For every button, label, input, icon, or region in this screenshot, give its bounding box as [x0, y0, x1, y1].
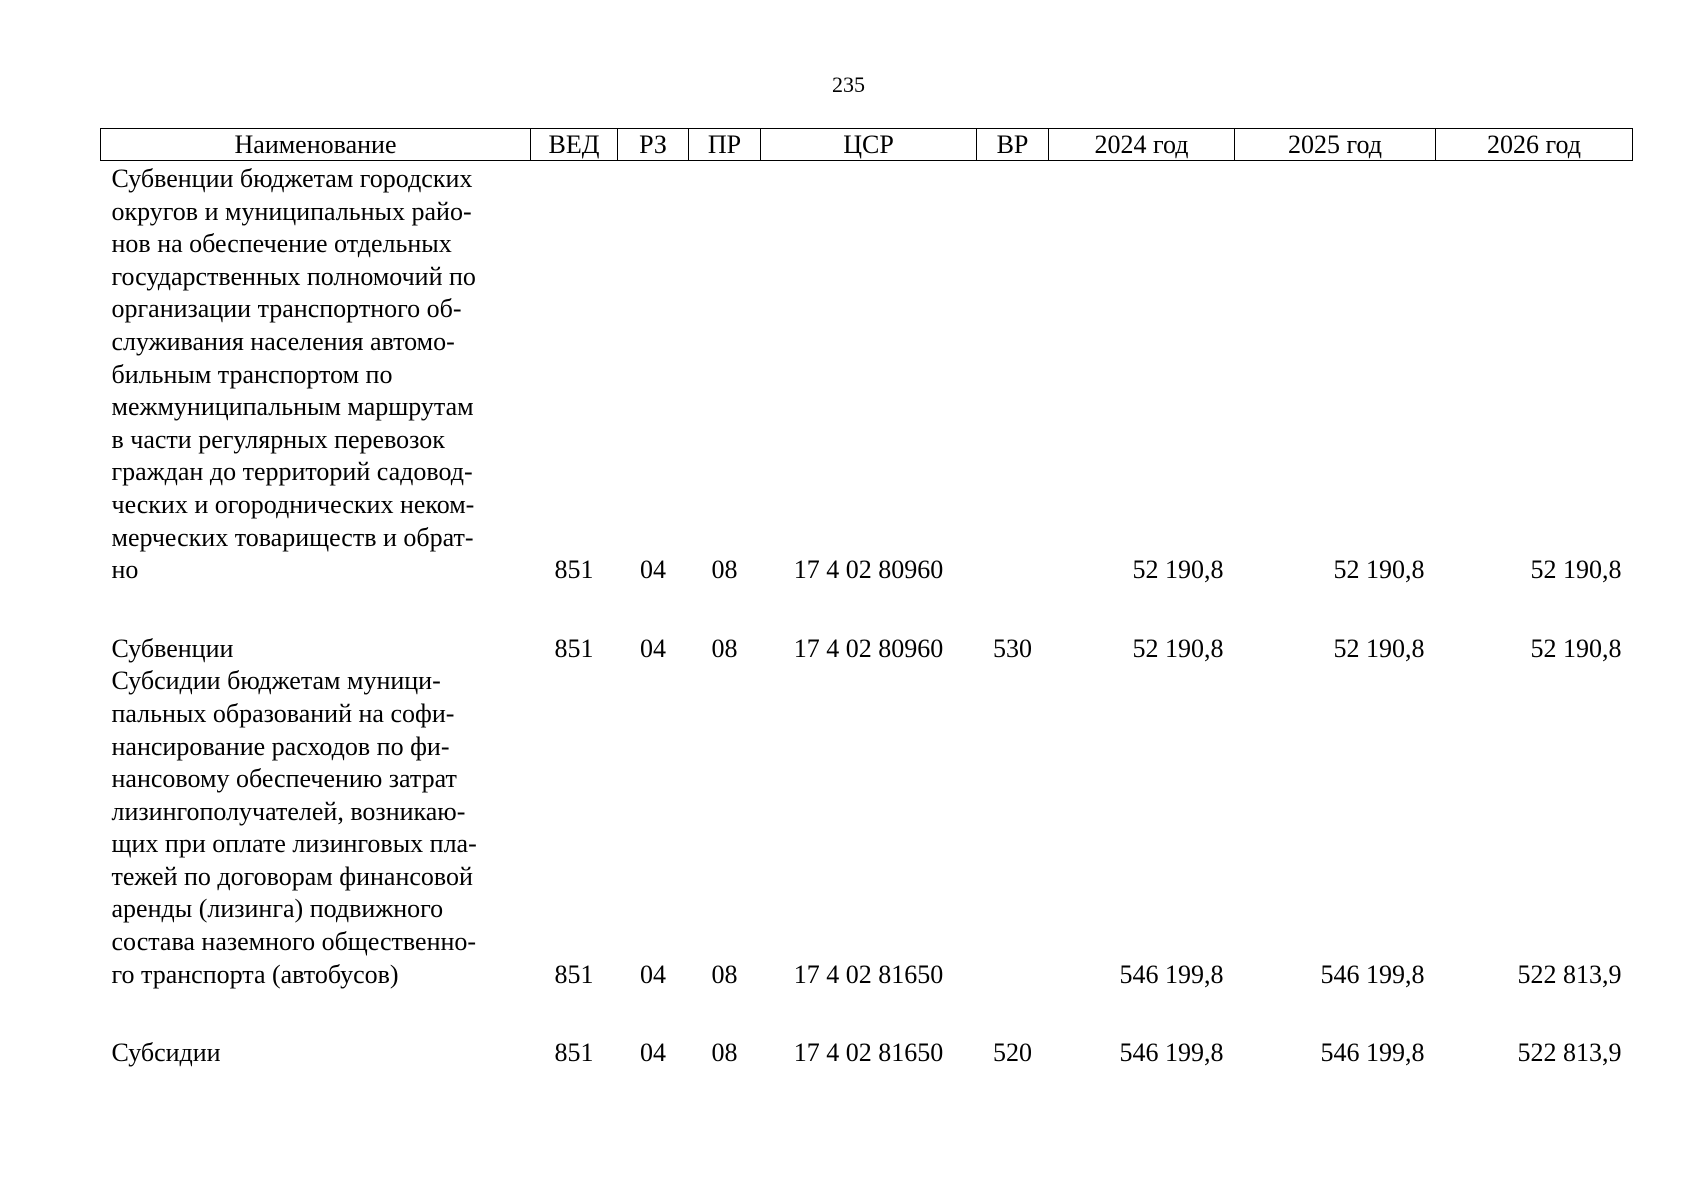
row-name-line: лизингополучателей, возникаю- [111, 796, 466, 826]
row-vr [977, 161, 1049, 587]
table-row [101, 665, 1633, 991]
row-name-line: тежей по договорам финансовой [111, 861, 473, 891]
row-2024: 546 199,8 [1119, 959, 1224, 989]
page-number: 235 [832, 72, 865, 97]
row-vr [977, 665, 1049, 991]
table-row [101, 633, 1633, 666]
row-name-line: межмуниципальным маршрутам [111, 392, 474, 422]
row-name-line: в части регулярных перевозок [111, 424, 445, 454]
row-name-line: бильным транспортом по [111, 359, 393, 389]
row-ved: 851 [554, 1038, 594, 1068]
header-vr: ВР [977, 129, 1049, 161]
header-pr: ПР [689, 129, 761, 161]
row-rz: 04 [640, 1038, 666, 1068]
budget-table [100, 128, 1633, 1070]
row-2026: 52 190,8 [1530, 555, 1622, 585]
row-2024: 52 190,8 [1132, 633, 1224, 663]
header-ved: ВЕД [531, 129, 618, 161]
row-name-line: Субсидии [111, 1038, 221, 1068]
row-rz: 04 [640, 959, 666, 989]
row-name [101, 1037, 531, 1070]
row-vr: 530 [993, 633, 1032, 663]
row-2025: 546 199,8 [1320, 959, 1425, 989]
header-2026: 2026 год [1436, 129, 1633, 161]
row-name-line: нов на обеспечение отдельных [111, 229, 452, 259]
row-name-line: государственных полномочий по [111, 261, 476, 291]
row-2026: 52 190,8 [1530, 633, 1622, 663]
row-rz: 04 [640, 555, 666, 585]
row-csr: 17 4 02 81650 [793, 1038, 944, 1068]
row-name-line: состава наземного общественно- [111, 927, 477, 957]
header-2025: 2025 год [1235, 129, 1436, 161]
table-header-row [101, 129, 1633, 161]
row-spacer [101, 991, 1633, 1037]
row-name-line: Субвенции [111, 633, 234, 663]
row-2024: 546 199,8 [1119, 1038, 1224, 1068]
row-name-line: пальных образований на софи- [111, 698, 455, 728]
row-name [101, 665, 531, 991]
row-name-line: Субвенции бюджетам городских [111, 164, 473, 193]
row-pr: 08 [711, 959, 738, 989]
row-2025: 52 190,8 [1333, 555, 1425, 585]
row-csr: 17 4 02 80960 [793, 633, 944, 663]
row-2026: 522 813,9 [1517, 959, 1622, 989]
row-2025: 52 190,8 [1333, 633, 1425, 663]
row-name-line: нансовому обеспечению затрат [111, 764, 457, 794]
row-name-line: щих при оплате лизинговых пла- [111, 829, 477, 859]
row-name-line: Субсидии бюджетам муници- [111, 666, 441, 696]
row-ved: 851 [554, 959, 594, 989]
row-name-line: но [111, 555, 139, 585]
row-name-line: округов и муниципальных райо- [111, 196, 472, 226]
row-csr: 17 4 02 80960 [793, 555, 944, 585]
row-name [101, 161, 531, 587]
row-ved: 851 [554, 555, 594, 585]
row-2026: 522 813,9 [1517, 1038, 1622, 1068]
table-row [101, 161, 1633, 587]
row-name-line: служивания населения автомо- [111, 326, 455, 356]
row-pr: 08 [711, 633, 738, 663]
header-csr: ЦСР [761, 129, 977, 161]
row-ved: 851 [554, 633, 594, 663]
row-name-line: мерческих товариществ и обрат- [111, 522, 474, 552]
row-name-line: организации транспортного об- [111, 294, 462, 324]
row-csr: 17 4 02 81650 [793, 959, 944, 989]
row-2024: 52 190,8 [1132, 555, 1224, 585]
row-pr: 08 [711, 555, 738, 585]
header-2024: 2024 год [1049, 129, 1235, 161]
table-row [101, 1037, 1633, 1070]
row-name-line: го транспорта (автобусов) [111, 959, 399, 989]
row-name-line: нансирование расходов по фи- [111, 731, 450, 761]
row-2025: 546 199,8 [1320, 1038, 1425, 1068]
row-name-line: граждан до территорий садовод- [111, 457, 473, 487]
header-rz: РЗ [618, 129, 689, 161]
row-vr: 520 [993, 1038, 1032, 1068]
row-name-line: ческих и огороднических неком- [111, 489, 475, 519]
header-name: Наименование [101, 129, 531, 161]
row-rz: 04 [640, 633, 666, 663]
row-spacer [101, 587, 1633, 633]
row-name [101, 633, 531, 666]
row-name-line: аренды (лизинга) подвижного [111, 894, 444, 924]
row-pr: 08 [711, 1038, 738, 1068]
